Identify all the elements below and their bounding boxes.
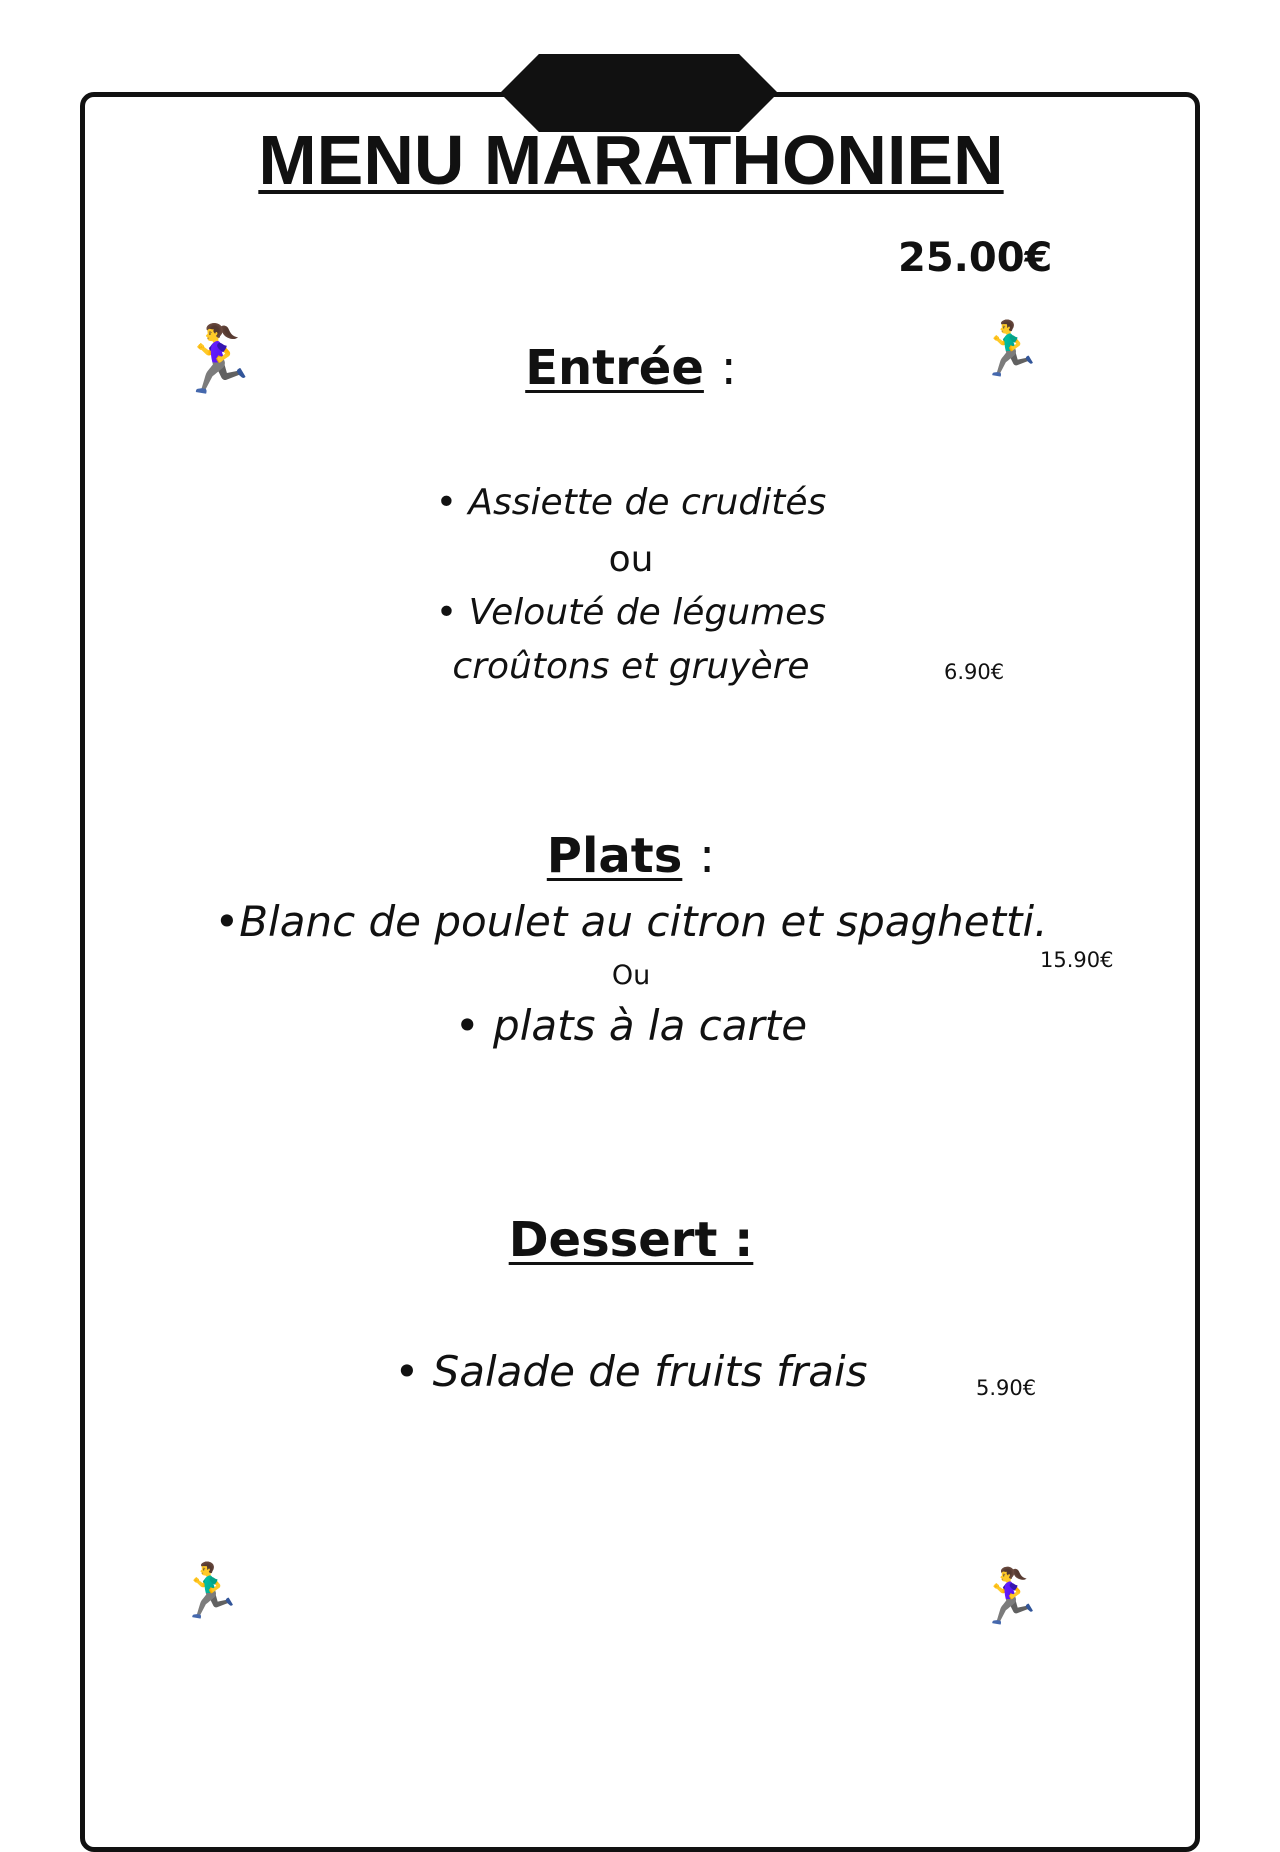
plats-price: 15.90€ [1040, 948, 1114, 972]
plats-heading-label: Plats [546, 828, 683, 884]
plats-item-poulet: •Blanc de poulet au citron et spaghetti. [214, 897, 1048, 946]
dessert-price: 5.90€ [976, 1376, 1037, 1400]
entree-item-crudites: • Assiette de crudités [435, 482, 827, 523]
plats-or: Ou [611, 960, 651, 991]
runner-man-icon: 🏃‍♂️ [976, 317, 1044, 380]
runner-woman-icon: 🏃‍♀️ [176, 321, 259, 398]
menu-price: 25.00€ [898, 235, 1053, 281]
dessert-heading-label: Dessert : [508, 1212, 754, 1268]
dessert-heading [0, 1210, 1262, 1270]
entree-item-veloute-line2: croûtons et gruyère [452, 646, 810, 687]
plats-heading [0, 826, 1262, 886]
entree-or: ou [608, 539, 654, 580]
entree-heading-colon: : [720, 340, 737, 396]
dessert-item-salade: • Salade de fruits frais [394, 1347, 868, 1396]
runner-man-icon: 🏃‍♂️ [176, 1559, 244, 1622]
entree-heading [0, 338, 1262, 398]
plats-item-carte: • plats à la carte [454, 1001, 808, 1050]
runner-woman-icon: 🏃‍♀️ [976, 1565, 1044, 1628]
entree-item-veloute: • Velouté de légumes [435, 592, 827, 633]
entree-price: 6.90€ [944, 660, 1005, 684]
entree-heading-label: Entrée [525, 340, 704, 396]
menu-title: MENU MARATHONIEN [258, 121, 1004, 199]
plats-heading-colon: : [699, 828, 716, 884]
